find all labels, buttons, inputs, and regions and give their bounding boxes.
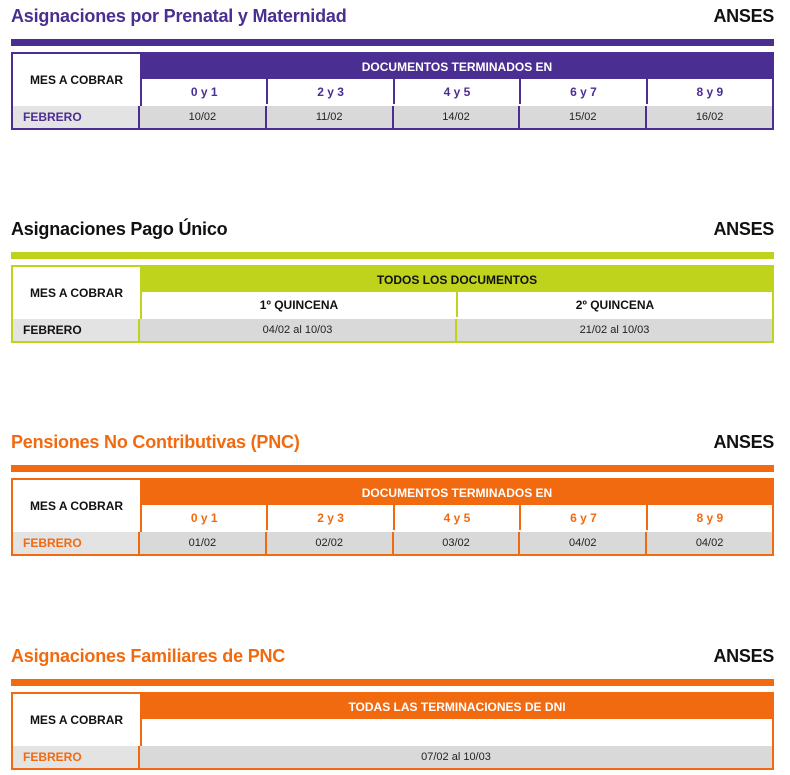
row-label-month: FEBRERO [13,319,140,341]
mes-a-cobrar-header: MES A COBRAR [13,480,142,532]
document-columns [142,79,772,104]
column-6-7: 6 y 7 [519,79,645,104]
section-header [11,432,774,454]
date-cell: 10/02 [188,111,217,123]
payment-table [11,478,774,556]
date-cell: 15/02 [518,106,645,128]
mes-a-cobrar-header: MES A COBRAR [13,267,142,319]
documents-band-header: TODOS LOS DOCUMENTOS [142,267,772,292]
date-cell: 16/02 [645,106,772,128]
row-label-month: FEBRERO [13,532,140,554]
section-header [11,6,774,28]
table-row [13,532,772,554]
documents-band-header: DOCUMENTOS TERMINADOS EN [142,54,772,79]
column-8-9: 8 y 9 [646,79,772,104]
brand-logo: ANSES [713,432,774,452]
column-1-quincena: 1º QUINCENA [259,297,339,312]
brand-logo: ANSES [713,6,774,26]
section-title: Asignaciones por Prenatal y Maternidad [11,6,347,26]
table-row [13,746,772,768]
column-2-3: 2 y 3 [266,505,392,530]
date-cell: 04/02 [518,532,645,554]
table-row [13,106,772,128]
date-range-cell: 04/02 al 10/03 [262,324,333,336]
date-range-cell: 21/02 al 10/03 [455,319,772,341]
section-divider-bar [11,679,774,686]
payment-table [11,265,774,343]
column-2-quincena: 2º QUINCENA [456,292,772,317]
section-title: Pensiones No Contributivas (PNC) [11,432,300,452]
date-cell: 02/02 [265,532,392,554]
mes-a-cobrar-header: MES A COBRAR [13,54,142,106]
date-cell: 03/02 [392,532,519,554]
table-row [13,319,772,341]
mes-a-cobrar-header: MES A COBRAR [13,694,142,746]
date-cell: 14/02 [392,106,519,128]
section-divider-bar [11,252,774,259]
column-2-3: 2 y 3 [266,79,392,104]
column-0-1: 0 y 1 [190,510,218,525]
section-divider-bar [11,39,774,46]
column-0-1: 0 y 1 [190,84,218,99]
payment-table [11,52,774,130]
payment-table [11,692,774,770]
brand-logo: ANSES [713,646,774,666]
column-6-7: 6 y 7 [519,505,645,530]
section-familiares-pnc [11,646,774,770]
section-pago-unico [11,219,774,343]
section-title: Asignaciones Familiares de PNC [11,646,286,666]
date-cell: 11/02 [265,106,392,128]
quincena-columns [142,292,772,317]
section-header [11,219,774,241]
documents-band-header: DOCUMENTOS TERMINADOS EN [142,480,772,505]
column-8-9: 8 y 9 [646,505,772,530]
column-4-5: 4 y 5 [393,79,519,104]
empty-column-row [142,719,772,744]
document-columns [142,505,772,530]
row-label-month: FEBRERO [13,106,140,128]
dni-band-header: TODAS LAS TERMINACIONES DE DNI [142,694,772,719]
section-pnc [11,432,774,556]
date-cell: 04/02 [645,532,772,554]
brand-logo: ANSES [713,219,774,239]
section-title: Asignaciones Pago Único [11,219,228,239]
row-label-month: FEBRERO [13,746,140,768]
section-header [11,646,774,668]
section-divider-bar [11,465,774,472]
date-range-cell: 07/02 al 10/03 [421,751,491,763]
date-cell: 01/02 [188,537,217,549]
column-4-5: 4 y 5 [393,505,519,530]
section-prenatal-maternidad [11,6,774,130]
